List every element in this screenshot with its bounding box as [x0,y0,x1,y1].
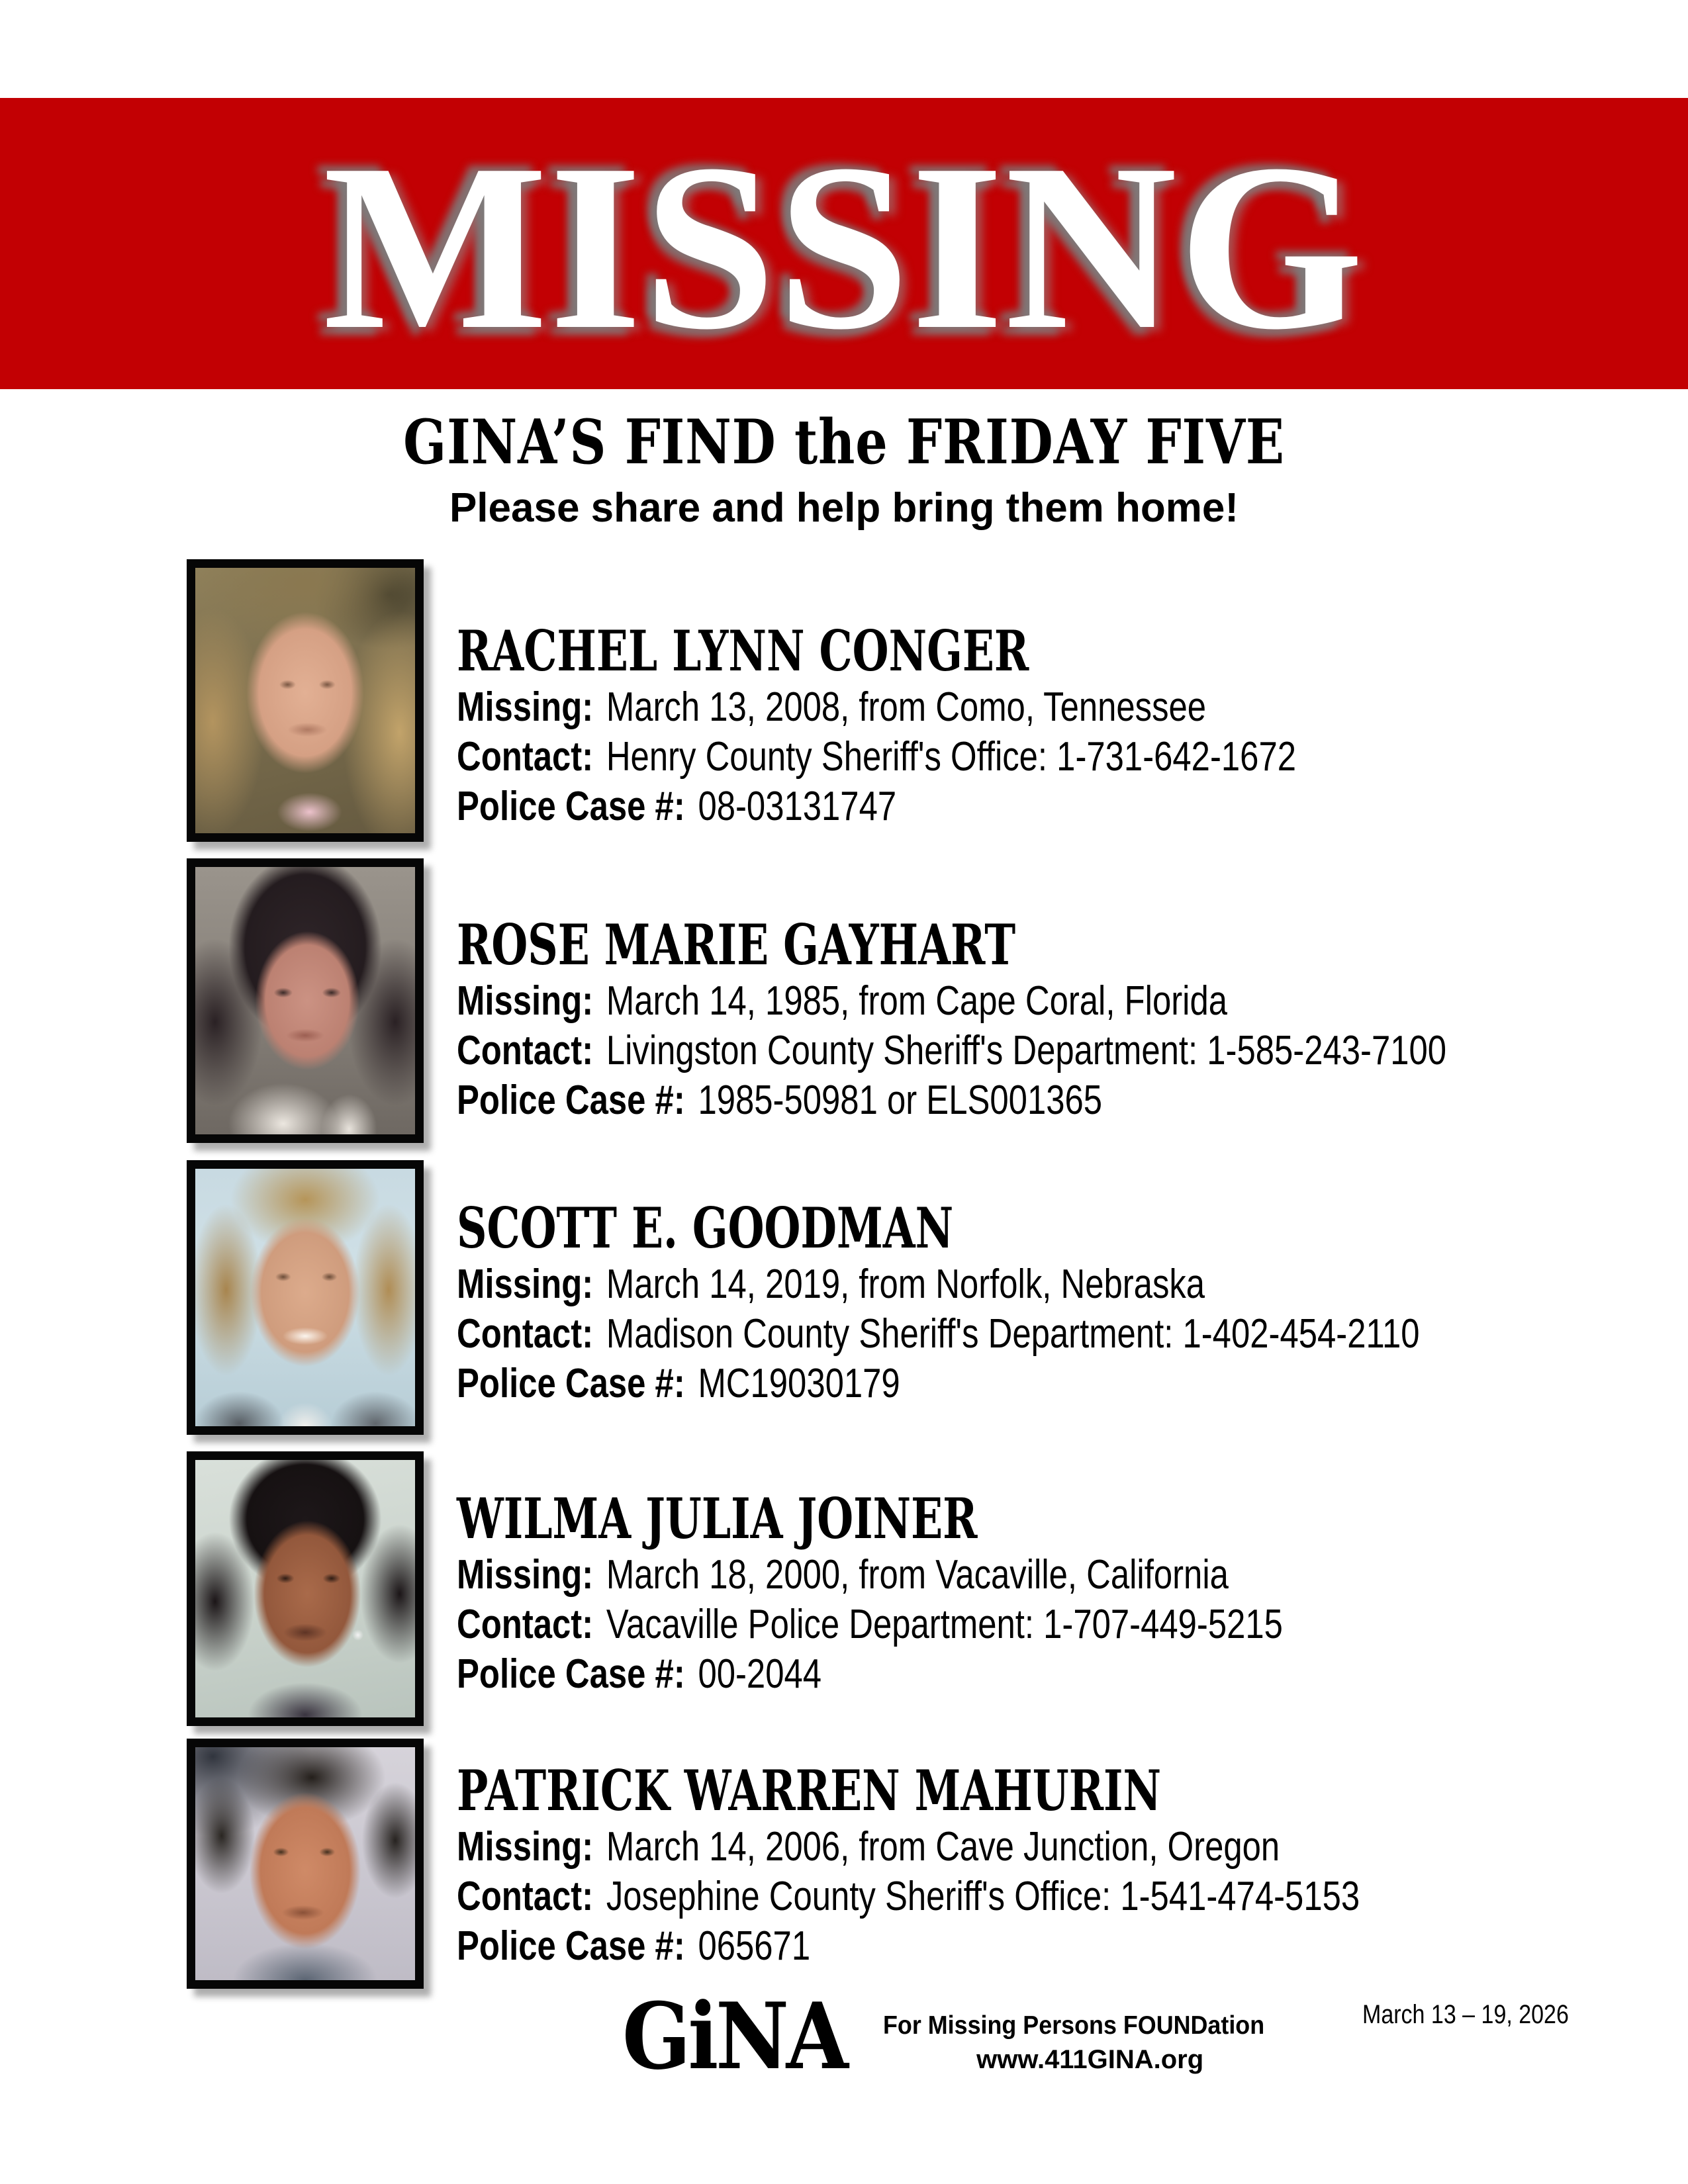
case-value: 065671 [698,1923,811,1969]
case-label: Police Case #: [457,1077,685,1123]
missing-label: Missing: [457,1552,594,1598]
missing-line [457,1259,1380,1309]
missing-label: Missing: [457,1261,594,1307]
case-label: Police Case #: [457,1651,685,1697]
poster-date-range: March 13 – 19, 2026 [1362,2000,1569,2029]
entry-scott-e-goodman [457,1197,1582,1408]
missing-line [457,976,1380,1026]
entry-rachel-lynn-conger [457,619,1582,831]
missing-line [457,1822,1380,1872]
case-label: Police Case #: [457,1923,685,1969]
case-line [457,782,1380,831]
person-name: RACHEL LYNN CONGER [457,618,1029,684]
case-label: Police Case #: [457,1361,685,1406]
missing-value: March 14, 2006, from Cave Junction, Oregon [606,1824,1280,1870]
missing-label: Missing: [457,684,594,730]
gina-logo-text: GiNA [622,1982,846,2090]
case-line [457,1075,1380,1125]
entry-rose-marie-gayhart [457,913,1582,1125]
contact-value: Livingston County Sheriff's Department: 1-585-243-7100 [606,1028,1447,1073]
missing-banner [0,98,1688,389]
person-name: WILMA JULIA JOINER [457,1486,978,1551]
case-label: Police Case #: [457,784,685,829]
case-value: 00-2044 [698,1651,822,1697]
photo-patrick-warren-mahurin [187,1739,424,1989]
missing-line [457,1550,1380,1600]
contact-label: Contact: [457,1602,594,1647]
contact-line [457,1872,1380,1921]
case-value: MC19030179 [698,1361,900,1406]
contact-label: Contact: [457,1311,594,1357]
contact-line [457,1026,1447,1075]
entry-patrick-warren-mahurin [457,1759,1582,1971]
missing-label: Missing: [457,978,594,1024]
contact-value: Henry County Sheriff's Office: 1-731-642-1672 [606,734,1297,780]
contact-label: Contact: [457,1874,594,1919]
missing-line [457,682,1380,732]
gina-website: www.411GINA.org [976,2045,1204,2074]
photo-rose-marie-gayhart [187,858,424,1143]
missing-value: March 18, 2000, from Vacaville, California [606,1552,1229,1598]
case-line [457,1921,1380,1971]
gina-foundation-logo [622,1982,1297,2090]
missing-value: March 14, 1985, from Cape Coral, Florida [606,978,1228,1024]
contact-value: Madison County Sheriff's Department: 1-402-454-2110 [606,1311,1420,1357]
case-value: 08-03131747 [698,784,897,829]
case-line [457,1359,1380,1408]
person-name: SCOTT E. GOODMAN [457,1195,954,1261]
photo-wilma-julia-joiner [187,1451,424,1726]
poster-title: GINA’S FIND the FRIDAY FIVE [403,406,1285,478]
gina-tagline: For Missing Persons FOUNDation [882,2011,1264,2040]
photo-rachel-lynn-conger [187,559,424,842]
person-name: ROSE MARIE GAYHART [457,912,1016,978]
case-line [457,1649,1380,1699]
missing-label: Missing: [457,1824,594,1870]
missing-value: March 14, 2019, from Norfolk, Nebraska [606,1261,1205,1307]
gina-logo-taglines [883,1991,1297,2077]
missing-value: March 13, 2008, from Como, Tennessee [606,684,1207,730]
poster-subtitle: Please share and help bring them home! [449,485,1239,531]
case-value: 1985-50981 or ELS001365 [698,1077,1103,1123]
contact-value: Josephine County Sheriff's Office: 1-541-474-5153 [606,1874,1360,1919]
entry-wilma-julia-joiner [457,1487,1582,1699]
contact-line [457,1600,1380,1649]
contact-label: Contact: [457,734,594,780]
person-name: PATRICK WARREN MAHURIN [457,1758,1162,1823]
banner-title: MISSING [322,114,1366,379]
contact-label: Contact: [457,1028,594,1073]
contact-value: Vacaville Police Department: 1-707-449-5215 [606,1602,1283,1647]
contact-line [457,732,1380,782]
photo-scott-e-goodman [187,1160,424,1435]
contact-line [457,1309,1420,1359]
